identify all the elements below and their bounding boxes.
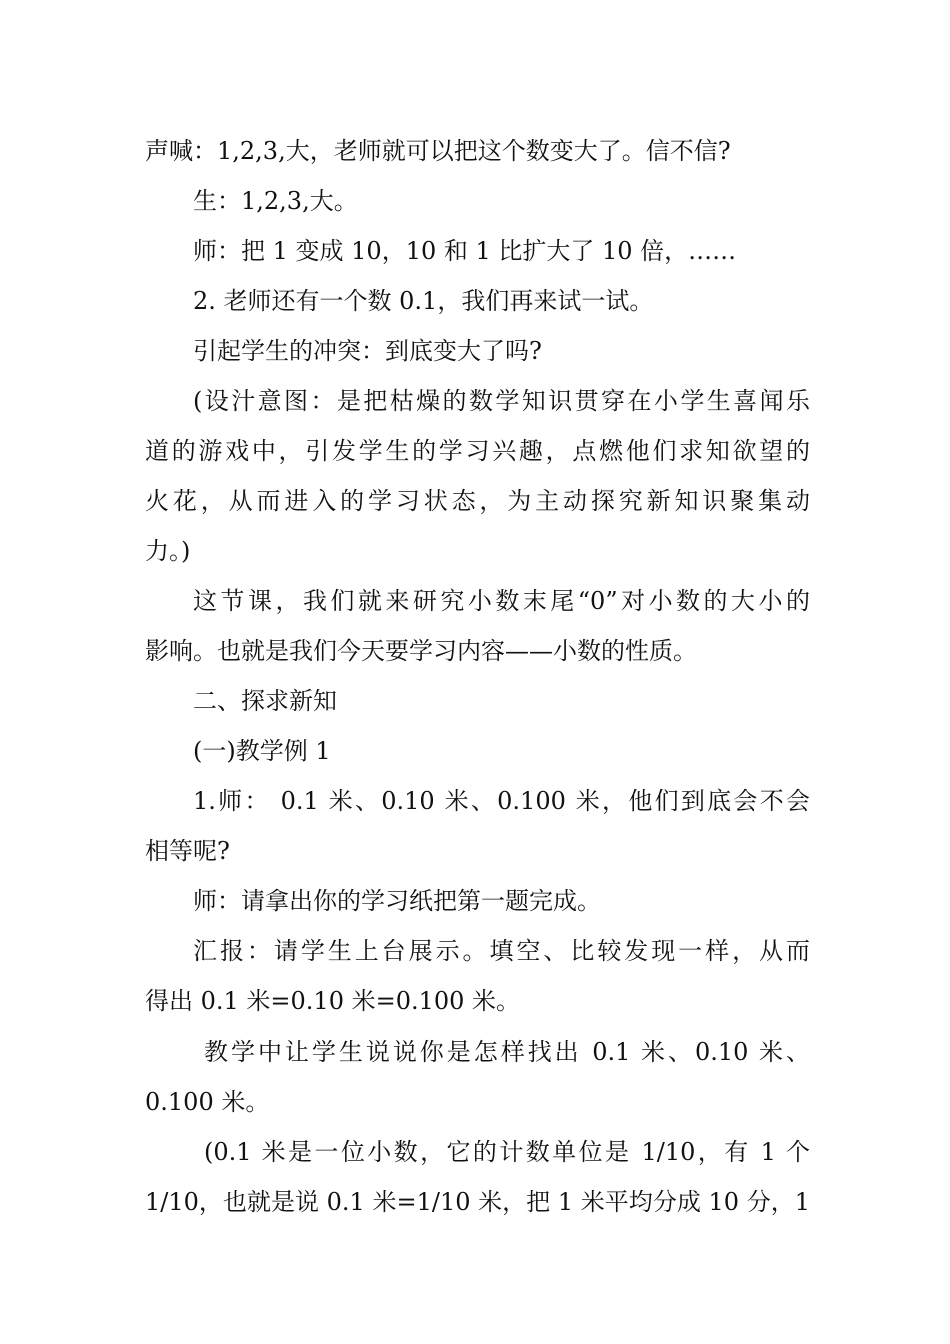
- text-line: 道的游戏中，引发学生的学习兴趣，点燃他们求知欲望的: [145, 437, 810, 465]
- text-line: 2. 老师还有一个数 0.1，我们再来试一试。: [193, 287, 654, 315]
- text-line: 声喊：1,2,3,大，老师就可以把这个数变大了。信不信?: [145, 137, 731, 165]
- text-line: 1.师： 0.1 米、0.10 米、0.100 米，他们到底会不会: [193, 787, 810, 815]
- text-line: 影响。也就是我们今天要学习内容——小数的性质。: [145, 637, 697, 665]
- text-line: 力。): [145, 537, 191, 565]
- text-line: 得出 0.1 米=0.10 米=0.100 米。: [145, 987, 521, 1015]
- text-line: 师：把 1 变成 10，10 和 1 比扩大了 10 倍，……: [193, 237, 737, 265]
- subsection-heading: (一)教学例 1: [193, 737, 331, 765]
- text-line: 汇报：请学生上台展示。填空、比较发现一样，从而: [193, 937, 810, 965]
- text-line: 这节课，我们就来研究小数末尾“0”对小数的大小的: [193, 587, 810, 615]
- text-line: (设汁意图：是把枯燥的数学知识贯穿在小学生喜闻乐: [193, 387, 810, 415]
- text-line: 火花，从而进入的学习状态，为主动探究新知识聚集动: [145, 487, 810, 515]
- text-line: 相等呢?: [145, 837, 230, 865]
- text-line: 1/10，也就是说 0.1 米=1/10 米，把 1 米平均分成 10 分，1: [145, 1188, 810, 1216]
- text-line: 教学中让学生说说你是怎样找出 0.1 米、0.10 米、: [204, 1038, 810, 1066]
- text-line: (0.1 米是一位小数，它的计数单位是 1/10，有 1 个: [204, 1138, 810, 1166]
- section-heading: 二、探求新知: [193, 687, 337, 715]
- text-line: 师：请拿出你的学习纸把第一题完成。: [193, 887, 601, 915]
- text-line: 引起学生的冲突：到底变大了吗?: [193, 337, 542, 365]
- text-line: 生：1,2,3,大。: [193, 187, 358, 215]
- text-line: 0.100 米。: [145, 1088, 270, 1116]
